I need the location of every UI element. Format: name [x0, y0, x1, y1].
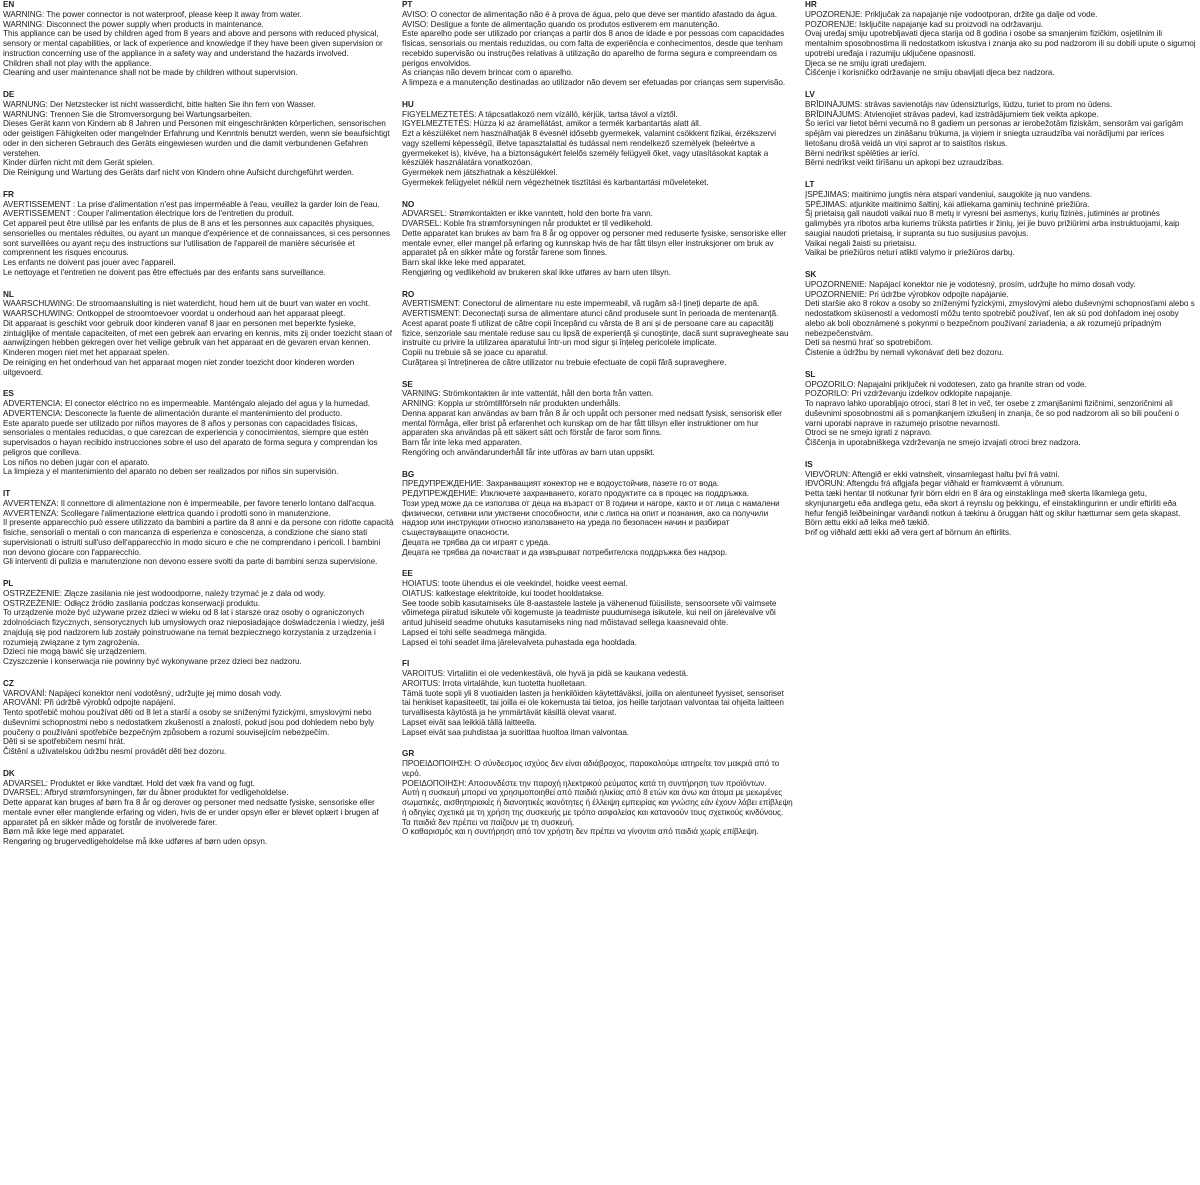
warning-line: Rengøring og brugervedligeholdelse må ikke udføres af børn uden opsyn. [3, 837, 268, 846]
warning-section-de [3, 90, 395, 178]
warning-line: Il presente apparecchio può essere utilizzato da bambini a partire da 8 anni e da persone con ridotte capacità fisiche, sensoriali o mentali o con mancanza di esperienza e conoscenza, a condizione che siano stati supervisionati o istruiti sull'uso dell'apparecchio in modo sicuro e che ne comprendano i pericoli. I bambini non devono giocare con l'apparecchio. [3, 518, 394, 557]
warning-section-hu [402, 100, 794, 188]
warning-line: Vaikai negali žaisti su prietaisu. [805, 238, 917, 248]
warning-line: Този уред може да се използва от деца на възраст от 8 години и нагоре, както и от лица с намалени физически, сетивни или умствени способности, или с липса на опит и познания, ако са получили надзор или инструкции относно използването на уреда по безопасен начин и разбират съществуващите опасности. [402, 498, 780, 537]
warning-line: As crianças não devem brincar com o aparelho. [402, 68, 574, 78]
warning-line: WAARSCHUWING: Ontkoppel de stroomtoevoer voordat u onderhoud aan het apparaat pleegt. [3, 309, 346, 318]
warning-section-es [3, 389, 395, 477]
warning-line: Dette apparatet kan brukes av barn fra 8 år og oppover og personer med reduserte fysiske, sensoriske eller mentale evner, eller mangel på erfaring og kunnskap hvis de har fått tilsyn eller instruksjoner om bruk av apparatet på en sikker måte og forstår farene som finnes. [402, 228, 787, 258]
warning-line: Dieses Gerät kann von Kindern ab 8 Jahren und Personen mit eingeschränkten körperlichen, sensorischen oder geistigen Fähigkeiten oder mangelnder Erfahrung und Kenntnis benutzt werden, wenn sie beaufsichtigt oder in den sicheren Gebrauch des Geräts eingewiesen wurden und die damit verbundenen Gefahren verstehen. [3, 119, 390, 158]
warning-line: Børn må ikke lege med apparatet. [3, 827, 125, 837]
language-code: IT [3, 489, 11, 498]
warning-line: OSTRZEŻENIE: Odłącz źródło zasilania podczas konserwacji produktu. [3, 598, 260, 608]
warning-line: A limpeza e a manutenção destinadas ao utilizador não devem ser efetuadas por crianças sem supervisão. [402, 78, 786, 87]
warning-line: VARNING: Strömkontakten är inte vattentät, håll den borta från vatten. [402, 389, 654, 399]
warning-line: SPĖJIMAS: atjunkite maitinimo šaltinį, kai atliekama gaminių techninė priežiūra. [805, 199, 1090, 209]
warning-line: Copiii nu trebuie să se joace cu aparatul. [402, 348, 548, 357]
warning-section-is [805, 460, 1197, 538]
warning-section-lv [805, 90, 1197, 168]
warning-section-hr [805, 0, 1197, 78]
warning-line: Šo ierīci var lietot bērni vecumā no 8 gadiem un personas ar ierobežotām fiziskām, sensorām vai garīgām spējām vai pieredzes un zināšanu trūkuma, ja viņiem ir sniegta uzraudzība vai norādījumi par ierīces lietošanu drošā veidā un viņi saprot ar to saistītos riskus. [805, 119, 1184, 148]
warning-line: Čiščenja in uporabniškega vzdrževanja ne smejo izvajati otroci brez nadzora. [805, 438, 1081, 447]
warning-section-dk [3, 769, 395, 847]
warning-line: Dette apparat kan bruges af børn fra 8 år og derover og personer med nedsatte fysiske, sensoriske eller mentale evner eller manglende erfaring og viden, hvis de er under opsyn eller er blevet oplært i brugen af apparatet på en sikker måde og forstår de involverede farer. [3, 798, 379, 827]
warning-line: AVISO: O conector de alimentação não é à prova de água, pelo que deve ser mantido afastado da água. [402, 9, 777, 19]
warning-line: AVVERTENZA: Il connettore di alimentazione non è impermeabile, per favore tenerlo lontano dall'acqua. [3, 498, 377, 508]
warning-line: Die Reinigung und Wartung des Geräts darf nicht von Kindern ohne Aufsicht durchgeführt werden. [3, 168, 354, 177]
warning-line: Bērni nedrīkst veikt tīrīšanu un apkopi bez uzraudzības. [805, 158, 1004, 168]
warning-line: OSTRZEŻENIE: Złącze zasilania nie jest wodoodporne, należy trzymać je z dala od wody. [3, 588, 326, 598]
warning-line: Denna apparat kan användas av barn från 8 år och uppåt och personer med nedsatt fysisk, sensorisk eller mental förmåga, eller brist på erfarenhet och kunskap om de har fått tillsyn eller instruktioner om hur apparaten ska användas på ett säkert sätt och förstår de faror som finns. [402, 408, 782, 438]
warning-section-sk [805, 270, 1197, 358]
warning-line: Deti staršie ako 8 rokov a osoby so zníženými fyzickými, zmyslovými alebo duševnými schopnosťami alebo s nedostatkom skúseností a vedomostí môžu tento spotrebič používať, len ak sú pod dohľadom inej osoby alebo ak boli oboznámené s pokynmi o bezpečnom používaní zariadenia, a ak rozumejú prípadným nebezpečenstvám. [805, 299, 1195, 338]
warning-line: Šį prietaisą gali naudoti vaikai nuo 8 metų ir vyresni bei asmenys, kurių fizinės, jutiminės ar protinės galimybės yra ribotos arba kuriems trūksta patirties ir žinių, jei jie buvo prižiūrimi arba instruktuojami, kaip saugiai naudoti prietaisą, ir supranta su tuo susijusius pavojus. [805, 209, 1180, 238]
language-code: PT [402, 0, 413, 9]
warning-line: Ο καθαρισμός και η συντήρηση από τον χρήστη δεν πρέπει να γίνονται από παιδιά χωρίς επίβλεψη. [402, 827, 759, 837]
warning-line: VAROITUS: Virtaliitin ei ole vedenkestävä, ole hyvä ja pidä se kaukana vedestä. [402, 669, 689, 678]
warning-line: Lapsed ei tohi selle seadmega mängida. [402, 627, 547, 637]
language-code: LV [805, 90, 815, 99]
warning-line: Lapset eivät saa puhdistaa ja suorittaa huoltoa ilman valvontaa. [402, 727, 630, 737]
warning-section-no [402, 200, 794, 278]
warning-line: Vaikai be priežiūros neturi atlikti valymo ir priežiūros darbų. [805, 248, 1015, 258]
language-code: ES [3, 389, 14, 399]
warning-line: OIATUS: katkestage elektritoide, kui toodet hooldatakse. [402, 588, 604, 598]
language-code: HR [805, 0, 817, 9]
warning-line: This appliance can be used by children aged from 8 years and above and persons with reduced physical, sensory or mental capabilities, or lack of experience and knowledge if they have been given supervision or instruction concerning use of the appliance in a safety way and understand the hazards involved. [3, 29, 383, 58]
warning-line: Čištění a uživatelskou údržbu nesmí provádět děti bez dozoru. [3, 747, 227, 756]
language-code: BG [402, 469, 415, 479]
warning-line: ĮSPĖJIMAS: maitinimo jungtis nėra atspari vandeniui, saugokite ją nuo vandens. [805, 189, 1092, 199]
warning-line: WARNUNG: Trennen Sie die Stromversorgung bei Wartungsarbeiten. [3, 109, 252, 119]
warning-line: WAARSCHUWING: De stroomaansluiting is niet waterdicht, houd hem uit de buurt van water en vocht. [3, 299, 371, 309]
warning-line: Dzieci nie mogą bawić się urządzeniem. [3, 647, 147, 657]
warning-line: Este aparato puede ser utilizado por niños mayores de 8 años y personas con capacidades físicas, sensoriales o mentales reducidas, o que carezcan de experiencia y conocimientos, siempre que estén supervisados o hayan recibido instrucciones sobre el uso del aparato de forma segura y comprendan los peligros que conlleva. [3, 418, 378, 457]
warning-line: WARNING: Disconnect the power supply when products in maintenance. [3, 19, 264, 29]
warning-line: Tento spotřebič mohou používat děti od 8 let a starší a osoby se sníženými fyzickými, smyslovými nebo duševními schopnostmi nebo s nedostatkem zkušeností a znalostí, pokud jsou pod dohledem nebo byly poučeny o používání spotřebiče bezpečným způsobem a rozumí souvisejícím nebezpečím. [3, 708, 375, 737]
column-1 [3, 0, 395, 859]
warning-line: Bērni nedrīkst spēlēties ar ierīci. [805, 148, 920, 158]
warning-line: Rengöring och användarunderhåll får inte utföras av barn utan uppsikt. [402, 447, 655, 457]
language-code: DE [3, 90, 15, 99]
warning-line: De reiniging en het onderhoud van het apparaat mogen niet zonder toezicht door kinderen worden uitgevoerd. [3, 357, 355, 377]
warning-line: BRĪDINĀJUMS: Atvienojiet strāvas padevi, kad izstrādājumiem tiek veikta apkope. [805, 109, 1099, 119]
warning-line: Cleaning and user maintenance shall not be made by children without supervision. [3, 68, 298, 78]
column-2 [402, 0, 794, 849]
warning-line: Curățarea și întreținerea de către utilizator nu trebuie efectuate de copii fără supraveghere. [402, 357, 727, 367]
warning-line: IÐVÖRUN: Aftengdu frá aflgjafa þegar viðhald er framkvæmt á vörunum. [805, 479, 1065, 489]
warning-section-cz [3, 679, 395, 757]
language-code: LT [805, 180, 815, 189]
warning-line: Czyszczenie i konserwacja nie powinny być wykonywane przez dzieci bez nadzoru. [3, 657, 302, 666]
warning-line: VIÐVÖRUN: Aftengið er ekki vatnshelt, vinsamlegast haltu því frá vatni. [805, 469, 1060, 479]
warning-line: IGYELMEZTETÉS: Húzza ki az áramellátást, amikor a termék karbantartás alatt áll. [402, 119, 702, 129]
warning-line: Dit apparaat is geschikt voor gebruik door kinderen vanaf 8 jaar en personen met beperkte fysieke, zintuiglijke of mentale capaciteiten, of met een gebrek aan ervaring en kennis, mits zij onder toezicht staan of aanwijzingen hebben gekregen over het veilige gebruik van het apparaat en de gevaren ervan kennen. [3, 318, 392, 348]
warning-line: Acest aparat poate fi utilizat de către copii începând cu vârsta de 8 ani și de persoane care au capacități fizice, senzoriale sau mentale reduse sau cu lipsă de experiență și cunoștințe, dacă sunt supravegheate sau instruite cu privire la utilizarea aparatului într-un mod sigur și înțeleg pericolele implicate. [402, 318, 789, 348]
warning-line: AVERTISSEMENT : La prise d'alimentation n'est pas imperméable à l'eau, veuillez la garder loin de l'eau. [3, 199, 380, 209]
warning-line: UPOZORENJE: Priključak za napajanje nije vodootporan, držite ga dalje od vode. [805, 9, 1098, 19]
warning-section-fr [3, 190, 395, 278]
warning-section-pl [3, 579, 395, 667]
warning-section-en [3, 0, 395, 78]
warning-line: ADVARSEL: Produktet er ikke vandtæt. Hold det væk fra vand og fugt. [3, 778, 255, 788]
warning-line: Lapset eivät saa leikkiä tällä laitteella. [402, 717, 537, 727]
warning-line: AROVÁNÍ: Při údržbě výrobků odpojte napájení. [3, 698, 176, 708]
warning-line: Lapsed ei tohi seadet ilma järelevalveta puhastada ega hooldada. [402, 637, 637, 647]
warning-section-lt [805, 180, 1197, 258]
warning-line: Los niños no deben jugar con el aparato. [3, 457, 150, 467]
warning-section-bg [402, 470, 794, 558]
warning-line: ПРЕДУПРЕЖДЕНИЕ: Захранващият конектор не е водоустойчив, пазете го от вода. [402, 479, 720, 489]
language-code: NL [3, 289, 14, 299]
warning-section-pt [402, 0, 794, 88]
warning-line: Barn får inte leka med apparaten. [402, 438, 522, 447]
warning-line: UPOZORNENIE: Napájací konektor nie je vodotesný, prosím, udržujte ho mimo dosah vody. [805, 279, 1136, 289]
language-code: SL [805, 369, 816, 379]
language-code: RO [402, 289, 415, 299]
language-code: FR [3, 189, 14, 199]
warning-line: Αυτή η συσκευή μπορεί να χρησιμοποιηθεί από παιδιά ηλικίας από 8 ετών και άνω και άτομα με μειωμένες σωματικές, αισθητηριακές ή διανοητικές ικανότητες ή έλλειψη εμπειρίας και γνώσης εάν έχουν λάβει επίβλεψη ή οδηγίες σχετικά με τη χρήση της συσκευής με τρόπο ασφαλείας και κατανοούν τους σχετικούς κινδύνους. [402, 788, 793, 817]
warning-section-it [3, 489, 395, 567]
warning-line: Děti si se spotřebičem nesmí hrát. [3, 737, 126, 747]
warning-section-gr [402, 749, 794, 837]
warning-line: Rengjøring og vedlikehold av brukeren skal ikke utføres av barn uten tilsyn. [402, 267, 671, 277]
warning-line: Cet appareil peut être utilisé par les enfants de plus de 8 ans et les personnes aux capacités physiques, sensorielles ou mentales réduites, ou ayant un manque d'expérience et de connaissances, si ces personnes sont surveillées ou ayant reçu des instructions sur l'utilisation de l'appareil de manière sécurisée et comprennent les risques encourus. [3, 219, 390, 258]
warning-line: Le nettoyage et l'entretien ne doivent pas être effectués par des enfants sans surveillance. [3, 267, 326, 277]
warning-line: Þrif og viðhald ætti ekki að vera gert af börnum án eftirlits. [805, 528, 1012, 537]
warning-line: Barn skal ikke leke med apparatet. [402, 258, 526, 267]
warning-line: POZORILO: Pri vzdrževanju izdelkov odklopite napajanje. [805, 389, 1013, 399]
warning-line: Þetta tæki hentar til notkunar fyrir börn eldri en 8 ára og einstaklinga með skerta líkamlega getu, skynjunargetu eða andlega getu, eða skort á reynslu og þekkingu, ef einstaklingurinn er undir eftirliti eða hefur fengið leiðbeiningar varðandi notkun á tækinu á öruggan hátt og skilur hætturnar sem geta skapast. [805, 489, 1181, 518]
language-code: EE [402, 569, 413, 579]
warning-line: FIGYELMEZTETÉS: A tápcsatlakozó nem vízálló, kérjük, tartsa távol a víztől. [402, 109, 678, 119]
language-code: SE [402, 379, 413, 389]
warning-line: Τα παιδιά δεν πρέπει να παίζουν με τη συσκευή. [402, 817, 575, 827]
warning-line: La limpieza y el mantenimiento del aparato no deben ser realizados por niños sin supervisión. [3, 467, 339, 477]
language-code: NO [402, 199, 415, 209]
warning-line: AVERTISMENT: Conectorul de alimentare nu este impermeabil, vă rugăm să-l țineți departe de apă. [402, 299, 760, 309]
language-code: IS [805, 459, 813, 469]
warning-line: ADVARSEL: Strømkontakten er ikke vanntett, hold den borte fra vann. [402, 209, 653, 219]
warning-line: ΡΟΕΙΔΟΠΟΙΗΣΗ: Αποσυνδέστε την παροχή ηλεκτρικού ρεύματος κατά τη συντήρηση των προϊόντων. [402, 778, 767, 788]
language-code: EN [3, 0, 15, 9]
warning-line: ADVERTENCIA: El conector eléctrico no es impermeable. Manténgalo alejado del agua y la humedad. [3, 399, 370, 408]
warning-line: To napravo lahko uporabljajo otroci, stari 8 let in več, ter osebe z zmanjšanimi fizičnimi, senzoričnimi ali duševnimi sposobnostmi ali s pomanjkanjem izkušenj in znanja, če so pod nadzorom ali so bili poučeni o varni uporabi naprave in razumejo prisotne nevarnosti. [805, 399, 1180, 428]
warning-line: Čistenie a údržbu by nemali vykonávať deti bez dozoru. [805, 348, 1004, 357]
warning-section-nl [3, 290, 395, 378]
warning-section-ro [402, 290, 794, 368]
warning-line: See toode sobib kasutamiseks üle 8-aastastele lastele ja vähenenud füüsiliste, sensoorsete või vaimsete võimetega piiratud isikutele või kogemuste ja teadmiste puudumisega isikutele, kui neil on järelevalve või antud juhiseid seadme ohutuks kasutamiseks ning nad mõistavad sellega kaasnevaid ohte. [402, 598, 777, 627]
language-code: FI [402, 659, 410, 669]
warning-line: Children shall not play with the appliance. [3, 58, 152, 68]
warning-line: Децата не трябва да почистват и да извършват потребителска поддръжка без надзор. [402, 547, 728, 557]
warning-line: DVARSEL: Koble fra strømforsyningen når produktet er til vedlikehold. [402, 219, 653, 228]
language-code: CZ [3, 678, 14, 688]
warning-line: Börn ættu ekki að leika með tækið. [805, 518, 930, 528]
warning-line: ΠΡΟΕΙΔΟΠΟΙΗΣΗ: Ο σύνδεσμος ισχύος δεν είναι αδιάβροχος, παρακαλούμε ιατηρείτε τον μακριά από το νερό. [402, 759, 780, 778]
warning-section-se [402, 380, 794, 458]
language-code: SK [805, 270, 817, 279]
warning-line: Децата не трябва да си играят с уреда. [402, 537, 551, 547]
warning-line: WARNUNG: Der Netzstecker ist nicht wasserdicht, bitte halten Sie ihn fern von Wasser. [3, 99, 316, 109]
warning-line: DVARSEL: Afbryd strømforsyningen, før du åbner produktet for vedligeholdelse. [3, 788, 289, 798]
warning-line: AVISO: Desligue a fonte de alimentação quando os produtos estiverem em manutenção. [402, 19, 720, 29]
warning-section-fi [402, 659, 794, 737]
warning-line: Ovaj uređaj smiju upotrebljavati djeca starija od 8 godina i osobe sa smanjenim fizičkim, osjetilnim ili mentalnim sposobnostima ili nedostatkom iskustva i znanja ako su pod nadzorom ili su dobili upute o sigurnoj upotrebi uređaja i razumiju uključene opasnosti. [805, 29, 1196, 58]
warning-line: ARNING: Koppla ur strömtillförseln när produkten underhålls. [402, 399, 621, 408]
language-code: GR [402, 749, 415, 759]
warning-line: Kinder dürfen nicht mit dem Gerät spielen. [3, 158, 155, 168]
warning-line: HOIATUS: toote ühendus ei ole veekindel, hoidke veest eemal. [402, 579, 628, 588]
warning-line: Deti sa nesmú hrať so spotrebičom. [805, 338, 933, 348]
warning-section-sl [805, 370, 1197, 448]
column-3 [805, 0, 1197, 550]
warning-line: AROITUS: Irrota virtalähde, kun tuotetta huolletaan. [402, 678, 587, 688]
language-code: DK [3, 768, 15, 778]
warning-line: Kinderen mogen niet met het apparaat spelen. [3, 348, 170, 357]
warning-line: ADVERTENCIA: Desconecte la fuente de alimentación durante el mantenimiento del producto. [3, 408, 343, 418]
warning-line: BRĪDINĀJUMS: strāvas savienotājs nav ūdensizturīgs, lūdzu, turiet to prom no ūdens. [805, 99, 1113, 109]
warning-line: AVVERTENZA: Scollegare l'alimentazione elettrica quando i prodotti sono in manutenzione. [3, 508, 331, 518]
warning-line: AVERTISMENT: Deconectați sursa de alimentare atunci când produsele sunt în perioada de mentenanță. [402, 309, 779, 318]
warning-line: Čišćenje i korisničko održavanje ne smiju obavljati djeca bez nadzora. [805, 68, 1055, 78]
warning-line: Este aparelho pode ser utilizado por crianças a partir dos 8 anos de idade e por pessoas com capacidades físicas, sensoriais ou mentais reduzidas, ou com falta de experiência e conhecimentos, desde que tenham recebido supervisão ou instruções relativas à utilização do aparelho de forma segura e compreendam os perigos envolvidos. [402, 29, 785, 68]
language-code: PL [3, 579, 14, 588]
warning-line: РЕДУПРЕЖДЕНИЕ: Изключете захранването, когато продуктите са в процес на поддръжка. [402, 489, 749, 498]
warning-line: Ezt a készüléket nem használhatják 8 évesnél idősebb gyermekek, valamint csökkent fizikai, érzékszervi vagy szellemi képességű, illetve tapasztalattal és tudással nem rendelkező személyek (beleértve a gyermekeket is), kivéve, ha a biztonságukért felelős személy felügyeli őket, vagy utasításokat kaptak a készülék használatára vonatkozóan. [402, 129, 776, 168]
warning-line: Les enfants ne doivent pas jouer avec l'appareil. [3, 258, 176, 267]
warning-line: Gli interventi di pulizia e manutenzione non devono essere svolti da parte di bambini senza supervisione. [3, 557, 378, 567]
warning-line: POZORENJE: Isključite napajanje kad su proizvodi na održavanju. [805, 19, 1044, 29]
warning-section-ee [402, 569, 794, 647]
warning-line: Tämä tuote sopii yli 8 vuotiaiden lasten ja henkilöiden käytettäväksi, joilla on alentuneet fyysiset, sensoriset tai henkiset kapasiteetit, tai joilla ei ole kokemusta tai tietoa, jos heille tarjotaan valvontaa tai ohjeita laitteen turvallisesta käytöstä ja he ymmärtävät käsillä olevat vaarat. [402, 688, 784, 717]
warning-line: AVERTISSEMENT : Couper l'alimentation électrique lors de l'entretien du produit. [3, 209, 294, 219]
warning-line: OPOZORILO: Napajalni priključek ni vodotesen, zato ga hranite stran od vode. [805, 379, 1087, 389]
warning-line: Gyermekek felügyelet nélkül nem végezhetnek tisztítási és karbantartási műveleteket. [402, 177, 709, 187]
warning-line: Otroci se ne smejo igrati z napravo. [805, 428, 932, 438]
warning-line: To urządzenie może być używane przez dzieci w wieku od 8 lat i starsze oraz osoby o ograniczonych zdolnościach fizycznych, sensorycznych lub umysłowych oraz nieposiadające doświadczenia i wiedzy, jeśli znajdują się pod nadzorem lub zostały poinstruowane na temat bezpiecznego korzystania z urządzenia i rozumieją związane z tym zagrożenia. [3, 608, 385, 647]
warning-line: VAROVÁNÍ: Napájecí konektor není vodotěsný, udržujte jej mimo dosah vody. [3, 688, 282, 698]
warning-line: Djeca se ne smiju igrati uređajem. [805, 58, 927, 68]
warning-line: Gyermekek nem játszhatnak a készülékkel. [402, 168, 558, 177]
warning-line: UPOZORNENIE: Pri údržbe výrobkov odpojte napájanie. [805, 289, 1009, 299]
warning-line: WARNING: The power connector is not waterproof, please keep it away from water. [3, 9, 302, 19]
language-code: HU [402, 99, 414, 109]
